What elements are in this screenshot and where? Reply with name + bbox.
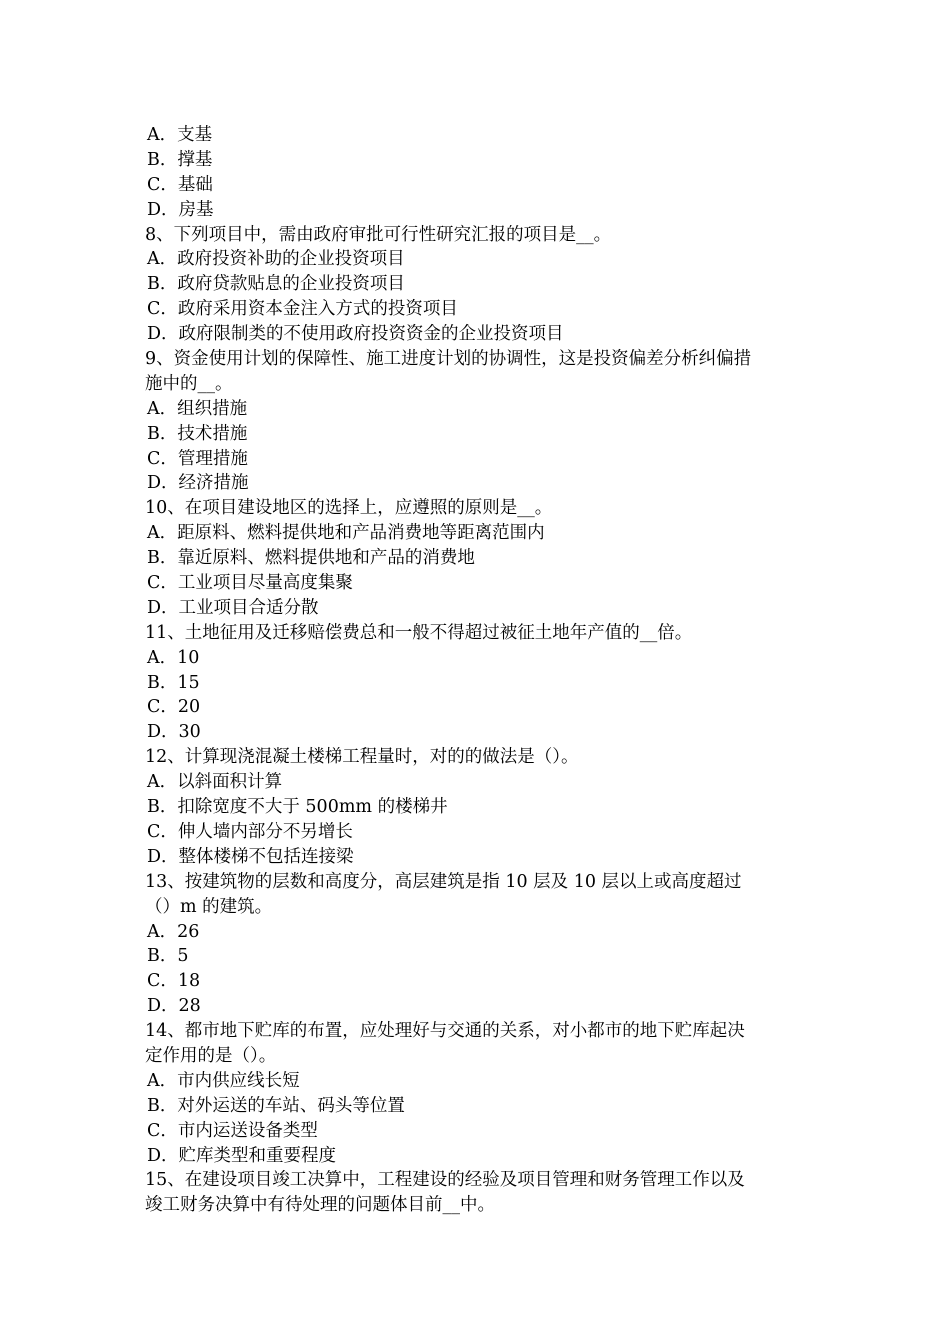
answer-option: A．支基: [147, 125, 213, 145]
question-text: 8、下列项目中，需由政府审批可行性研究汇报的项目是__。: [145, 224, 612, 245]
answer-option: C．20: [147, 697, 201, 718]
answer-option: D．贮库类型和重要程度: [147, 1145, 337, 1166]
answer-option: B．15: [147, 672, 200, 693]
answer-option: C．基础: [147, 174, 213, 195]
question-text: 10、在项目建设地区的选择上，应遵照的原则是__。: [145, 498, 553, 519]
answer-option: B．扣除宽度不大于 500mm 的楼梯井: [147, 797, 448, 818]
question-text: 11、土地征用及迁移赔偿费总和一般不得超过被征土地年产值的__倍。: [145, 622, 693, 643]
question-text: 施中的__。: [145, 373, 233, 394]
answer-option: A．距原料、燃料提供地和产品消费地等距离范围内: [147, 523, 545, 544]
answer-option: C．工业项目尽量高度集聚: [147, 573, 353, 594]
answer-option: C．市内运送设备类型: [147, 1120, 318, 1141]
question-text: 13、按建筑物的层数和高度分，高层建筑是指 10 层及 10 层以上或高度超过: [145, 871, 742, 892]
answer-option: D．工业项目合适分散: [147, 597, 319, 618]
document-body: [145, 123, 815, 1218]
answer-option: C．管理措施: [147, 448, 248, 469]
answer-option: B．政府贷款贴息的企业投资项目: [147, 274, 405, 295]
answer-option: B．撑基: [147, 149, 213, 170]
answer-option: A．26: [147, 921, 200, 942]
answer-option: D．政府限制类的不使用政府投资资金的企业投资项目: [147, 324, 564, 345]
answer-option: C．伸人墙内部分不另增长: [147, 821, 353, 842]
question-text: （）m 的建筑。: [145, 896, 273, 917]
question-text: 竣工财务决算中有待处理的问题体目前__中。: [145, 1195, 495, 1216]
answer-option: B．对外运送的车站、码头等位置: [147, 1095, 405, 1116]
answer-option: A．组织措施: [147, 398, 248, 419]
question-text: 定作用的是（）。: [145, 1045, 277, 1066]
question-text: 12、计算现浇混凝土楼梯工程量时，对的的做法是（）。: [145, 747, 579, 768]
answer-option: D．28: [147, 996, 201, 1017]
question-text: 9、资金使用计划的保障性、施工进度计划的协调性，这是投资偏差分析纠偏措: [145, 349, 752, 370]
answer-option: A．10: [147, 647, 200, 668]
answer-option: A．政府投资补助的企业投资项目: [147, 249, 405, 270]
answer-option: D．经济措施: [147, 473, 249, 494]
answer-option: A．以斜面积计算: [147, 772, 283, 793]
answer-option: D．整体楼梯不包括连接梁: [147, 846, 354, 867]
answer-option: D．房基: [147, 199, 214, 220]
answer-option: B．技术措施: [147, 423, 248, 444]
answer-option: C．政府采用资本金注入方式的投资项目: [147, 299, 458, 320]
answer-option: B．靠近原料、燃料提供地和产品的消费地: [147, 548, 475, 569]
question-text: 15、在建设项目竣工决算中，工程建设的经验及项目管理和财务管理工作以及: [145, 1170, 745, 1191]
answer-option: D．30: [147, 722, 201, 743]
answer-option: B．5: [147, 946, 189, 967]
answer-option: C．18: [147, 971, 201, 992]
answer-option: A．市内供应线长短: [147, 1070, 300, 1091]
question-text: 14、都市地下贮库的布置，应处理好与交通的关系，对小都市的地下贮库起决: [145, 1021, 745, 1042]
